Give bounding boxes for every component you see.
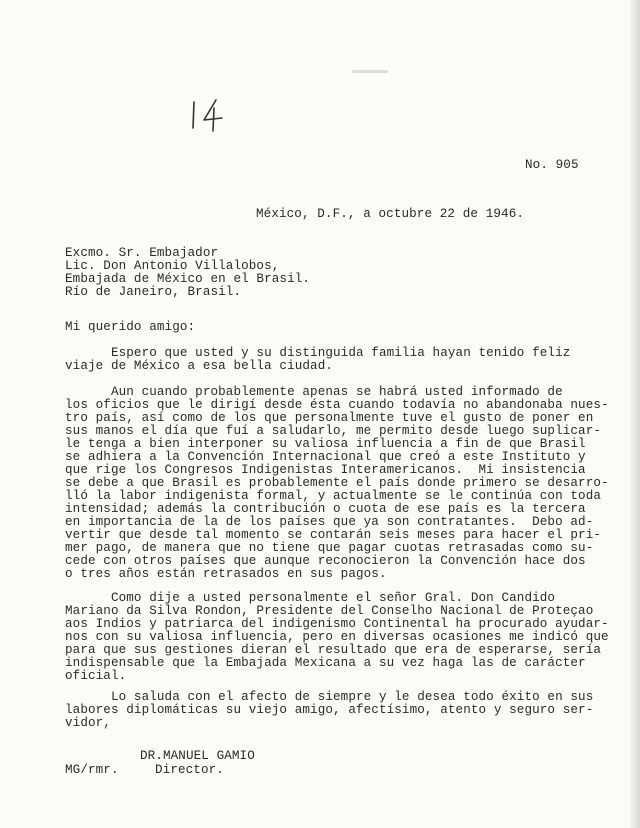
paragraph-3-line: oficial. <box>65 669 127 683</box>
paragraph-3-line: Como dije a usted personalmente el señor Gral. Don Candido <box>65 591 556 605</box>
paragraph-2-line: mer pago, de manera que no tiene que pagar cuotas retrasadas como su- <box>65 541 594 555</box>
paragraph-2-line: Aun cuando probablemente apenas se habrá usted informado de <box>65 385 563 399</box>
paragraph-3-line: indispensable que la Embajada Mexicana a su vez haga las de carácter <box>65 656 586 670</box>
paragraph-2-line: le tenga a bien interponer su valiosa influencia a fin de que Brasil <box>65 437 586 451</box>
paragraph-2-line: o tres años están retrasados en sus pagos. <box>65 567 387 581</box>
address-line: Embajada de México en el Brasil. <box>65 272 311 286</box>
paragraph-2-line: vertir que desde tal momento se contarán seis meses para hacer el pri- <box>65 528 602 542</box>
paragraph-2-line: los oficios que le dirigí desde ésta cuando todavía no abandonaba nues- <box>65 398 609 412</box>
paragraph-3-line: aos Indios y patriarca del indigenismo Continental ha procurado ayudar- <box>65 617 609 631</box>
address-line: Lic. Don Antonio Villalobos, <box>65 259 280 273</box>
paragraph-2-line: lló la labor indigenista formal, y actualmente se le continúa con toda <box>65 489 602 503</box>
reference-initials: MG/rmr. <box>65 763 119 777</box>
paragraph-2-line: tro país, así como de los que personalmente tuve el gusto de poner en <box>65 411 594 425</box>
letterhead-faint-mark <box>352 70 388 73</box>
paragraph-4-line: Lo saluda con el afecto de siempre y le desea todo éxito en sus <box>65 690 594 704</box>
paragraph-4-line: labores diplomáticas su viejo amigo, afectísimo, atento y seguro ser- <box>65 703 594 717</box>
paragraph-2-line: que rige los Congresos Indigenistas Interamericanos. Mi insistencia <box>65 463 586 477</box>
paragraph-4-line: vidor, <box>65 716 111 730</box>
paragraph-2-line: intensidad; además la contribución o cuota de ese país es la tercera <box>65 502 586 516</box>
handwritten-number <box>188 98 224 132</box>
paragraph-3-line: nos con su valiosa influencia, pero en diversas ocasiones me indicó que <box>65 630 609 644</box>
paragraph-1-line: Espero que usted y su distinguida familia hayan tenido feliz <box>65 346 571 360</box>
paragraph-3-line: Mariano da Silva Rondon, Presidente del Conselho Nacional de Proteçao <box>65 604 594 618</box>
page-edge-shadow <box>630 0 640 828</box>
paragraph-2-line: sus manos el día que fuí a saludarlo, me permito desde luego suplicar- <box>65 424 602 438</box>
signature-name: DR.MANUEL GAMIO <box>140 749 255 763</box>
paragraph-3-line: para que sus gestiones dieran el resultado que era de esperarse, sería <box>65 643 602 657</box>
paragraph-1-line: viaje de México a esa bella ciudad. <box>65 359 334 373</box>
address-line: Excmo. Sr. Embajador <box>65 246 219 260</box>
salutation: Mi querido amigo: <box>65 320 196 334</box>
address-line: Río de Janeiro, Brasil. <box>65 285 242 299</box>
date-line: México, D.F., a octubre 22 de 1946. <box>256 207 525 221</box>
paragraph-2-line: se adhiera a la Convención Internacional que creó a este Instituto y <box>65 450 586 464</box>
paragraph-2-line: cede con otros países que aunque reconocieron la Convención hace dos <box>65 554 586 568</box>
signature-title: Director. <box>155 763 224 777</box>
paragraph-2-line: se debe a que Brasil es probablemente el país donde primero se desarro- <box>65 476 609 490</box>
letter-number: No. 905 <box>525 158 579 172</box>
paragraph-2-line: en importancia de la de los países que ya son contratantes. Debo ad- <box>65 515 594 529</box>
